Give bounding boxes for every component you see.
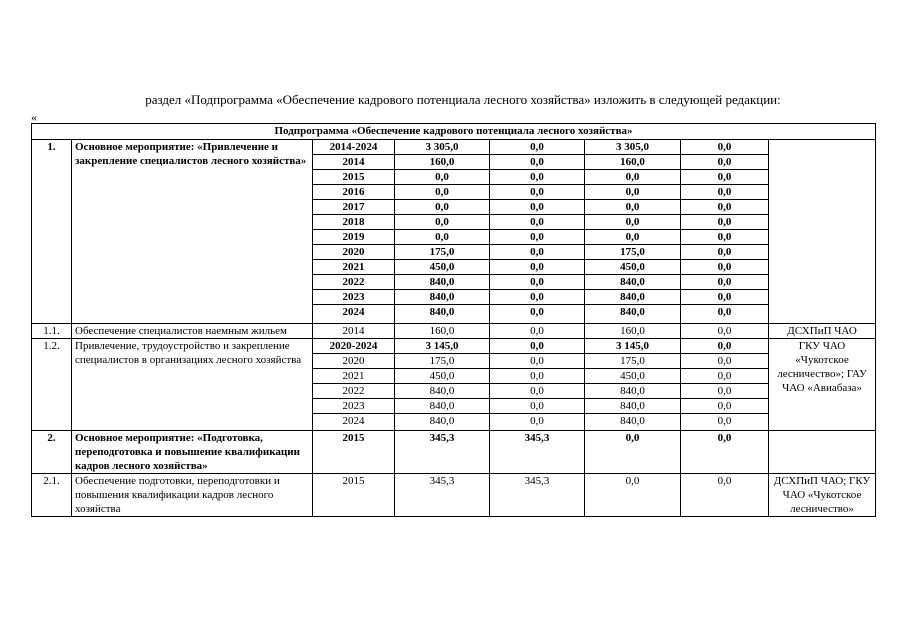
other-sources-cell: 0,0 <box>681 140 769 155</box>
table-row <box>32 431 876 474</box>
federal-budget-cell: 0,0 <box>490 324 585 339</box>
federal-budget-cell: 0,0 <box>490 369 585 384</box>
other-sources-cell: 0,0 <box>681 369 769 384</box>
other-sources-cell: 0,0 <box>681 305 769 324</box>
federal-budget-cell: 0,0 <box>490 260 585 275</box>
other-sources-cell: 0,0 <box>681 230 769 245</box>
period-cell: 2019 <box>313 230 395 245</box>
federal-budget-cell: 0,0 <box>490 155 585 170</box>
other-sources-cell: 0,0 <box>681 290 769 305</box>
federal-budget-cell: 0,0 <box>490 384 585 399</box>
federal-budget-cell: 0,0 <box>490 185 585 200</box>
period-cell: 2023 <box>313 290 395 305</box>
measure-name: Обеспечение специалистов наемным жильем <box>72 324 313 339</box>
executor-cell: ДСХПиП ЧАО <box>769 324 876 339</box>
federal-budget-cell: 0,0 <box>490 339 585 354</box>
intro-text: раздел «Подпрограмма «Обеспечение кадрового потенциала лесного хозяйства» изложить в следующей редакции: <box>145 92 781 107</box>
period-cell: 2015 <box>313 170 395 185</box>
total-cell: 175,0 <box>395 354 490 369</box>
other-sources-cell: 0,0 <box>681 170 769 185</box>
federal-budget-cell: 345,3 <box>490 474 585 517</box>
other-sources-cell: 0,0 <box>681 431 769 474</box>
period-cell: 2023 <box>313 399 395 414</box>
total-cell: 0,0 <box>395 185 490 200</box>
executor-cell: ДСХПиП ЧАО; ГКУ ЧАО «Чукотское лесничество» <box>769 474 876 517</box>
period-cell: 2015 <box>313 474 395 517</box>
total-cell: 840,0 <box>395 305 490 324</box>
federal-budget-cell: 0,0 <box>490 290 585 305</box>
table-row <box>32 474 876 517</box>
regional-budget-cell: 160,0 <box>585 324 681 339</box>
executor-cell: ГКУ ЧАО «Чукотское лесничество»; ГАУ ЧАО «Авиабаза» <box>769 339 876 431</box>
period-cell: 2014-2024 <box>313 140 395 155</box>
federal-budget-cell: 0,0 <box>490 200 585 215</box>
regional-budget-cell: 0,0 <box>585 200 681 215</box>
other-sources-cell: 0,0 <box>681 339 769 354</box>
other-sources-cell: 0,0 <box>681 260 769 275</box>
total-cell: 175,0 <box>395 245 490 260</box>
period-cell: 2016 <box>313 185 395 200</box>
federal-budget-cell: 0,0 <box>490 305 585 324</box>
other-sources-cell: 0,0 <box>681 245 769 260</box>
measure-name: Основное мероприятие: «Привлечение и закрепление специалистов лесного хозяйства» <box>72 140 313 324</box>
regional-budget-cell: 450,0 <box>585 260 681 275</box>
regional-budget-cell: 175,0 <box>585 245 681 260</box>
total-cell: 345,3 <box>395 474 490 517</box>
regional-budget-cell: 175,0 <box>585 354 681 369</box>
regional-budget-cell: 0,0 <box>585 431 681 474</box>
total-cell: 3 305,0 <box>395 140 490 155</box>
period-cell: 2024 <box>313 414 395 431</box>
federal-budget-cell: 345,3 <box>490 431 585 474</box>
total-cell: 160,0 <box>395 155 490 170</box>
subprogram-table <box>31 123 876 517</box>
federal-budget-cell: 0,0 <box>490 399 585 414</box>
total-cell: 840,0 <box>395 275 490 290</box>
regional-budget-cell: 0,0 <box>585 185 681 200</box>
federal-budget-cell: 0,0 <box>490 414 585 431</box>
table-header-row <box>32 124 876 140</box>
period-cell: 2018 <box>313 215 395 230</box>
period-cell: 2021 <box>313 260 395 275</box>
regional-budget-cell: 3 145,0 <box>585 339 681 354</box>
federal-budget-cell: 0,0 <box>490 170 585 185</box>
total-cell: 345,3 <box>395 431 490 474</box>
period-cell: 2020-2024 <box>313 339 395 354</box>
period-cell: 2022 <box>313 384 395 399</box>
total-cell: 450,0 <box>395 260 490 275</box>
total-cell: 450,0 <box>395 369 490 384</box>
total-cell: 840,0 <box>395 414 490 431</box>
period-cell: 2020 <box>313 245 395 260</box>
row-number: 1. <box>32 140 72 324</box>
period-cell: 2014 <box>313 155 395 170</box>
total-cell: 0,0 <box>395 200 490 215</box>
regional-budget-cell: 3 305,0 <box>585 140 681 155</box>
executor-cell <box>769 140 876 324</box>
other-sources-cell: 0,0 <box>681 474 769 517</box>
row-number: 1.2. <box>32 339 72 431</box>
other-sources-cell: 0,0 <box>681 275 769 290</box>
table-row <box>32 140 876 155</box>
federal-budget-cell: 0,0 <box>490 245 585 260</box>
other-sources-cell: 0,0 <box>681 324 769 339</box>
total-cell: 0,0 <box>395 230 490 245</box>
federal-budget-cell: 0,0 <box>490 230 585 245</box>
regional-budget-cell: 840,0 <box>585 290 681 305</box>
measure-name: Основное мероприятие: «Подготовка, переподготовка и повышение квалификации кадров лесного хозяйства» <box>72 431 313 474</box>
other-sources-cell: 0,0 <box>681 354 769 369</box>
federal-budget-cell: 0,0 <box>490 215 585 230</box>
executor-cell <box>769 431 876 474</box>
regional-budget-cell: 450,0 <box>585 369 681 384</box>
period-cell: 2020 <box>313 354 395 369</box>
table-row <box>32 339 876 354</box>
total-cell: 3 145,0 <box>395 339 490 354</box>
total-cell: 840,0 <box>395 290 490 305</box>
period-cell: 2014 <box>313 324 395 339</box>
federal-budget-cell: 0,0 <box>490 354 585 369</box>
other-sources-cell: 0,0 <box>681 155 769 170</box>
period-cell: 2022 <box>313 275 395 290</box>
period-cell: 2021 <box>313 369 395 384</box>
federal-budget-cell: 0,0 <box>490 140 585 155</box>
regional-budget-cell: 840,0 <box>585 305 681 324</box>
row-number: 2.1. <box>32 474 72 517</box>
other-sources-cell: 0,0 <box>681 384 769 399</box>
table-body <box>32 124 876 517</box>
regional-budget-cell: 0,0 <box>585 215 681 230</box>
total-cell: 0,0 <box>395 170 490 185</box>
row-number: 1.1. <box>32 324 72 339</box>
opening-quote-mark: « <box>31 110 37 124</box>
measure-name: Привлечение, трудоустройство и закрепление специалистов в организациях лесного хозяйства <box>72 339 313 431</box>
total-cell: 840,0 <box>395 399 490 414</box>
regional-budget-cell: 0,0 <box>585 474 681 517</box>
other-sources-cell: 0,0 <box>681 215 769 230</box>
period-cell: 2017 <box>313 200 395 215</box>
regional-budget-cell: 840,0 <box>585 414 681 431</box>
period-cell: 2015 <box>313 431 395 474</box>
other-sources-cell: 0,0 <box>681 414 769 431</box>
regional-budget-cell: 0,0 <box>585 170 681 185</box>
table-row <box>32 324 876 339</box>
table-header: Подпрограмма «Обеспечение кадрового потенциала лесного хозяйства» <box>32 124 876 140</box>
other-sources-cell: 0,0 <box>681 200 769 215</box>
measure-name: Обеспечение подготовки, переподготовки и повышения квалификации кадров лесного хозяйства <box>72 474 313 517</box>
other-sources-cell: 0,0 <box>681 185 769 200</box>
regional-budget-cell: 840,0 <box>585 399 681 414</box>
period-cell: 2024 <box>313 305 395 324</box>
total-cell: 160,0 <box>395 324 490 339</box>
total-cell: 840,0 <box>395 384 490 399</box>
regional-budget-cell: 840,0 <box>585 384 681 399</box>
total-cell: 0,0 <box>395 215 490 230</box>
other-sources-cell: 0,0 <box>681 399 769 414</box>
regional-budget-cell: 160,0 <box>585 155 681 170</box>
federal-budget-cell: 0,0 <box>490 275 585 290</box>
row-number: 2. <box>32 431 72 474</box>
regional-budget-cell: 0,0 <box>585 230 681 245</box>
regional-budget-cell: 840,0 <box>585 275 681 290</box>
